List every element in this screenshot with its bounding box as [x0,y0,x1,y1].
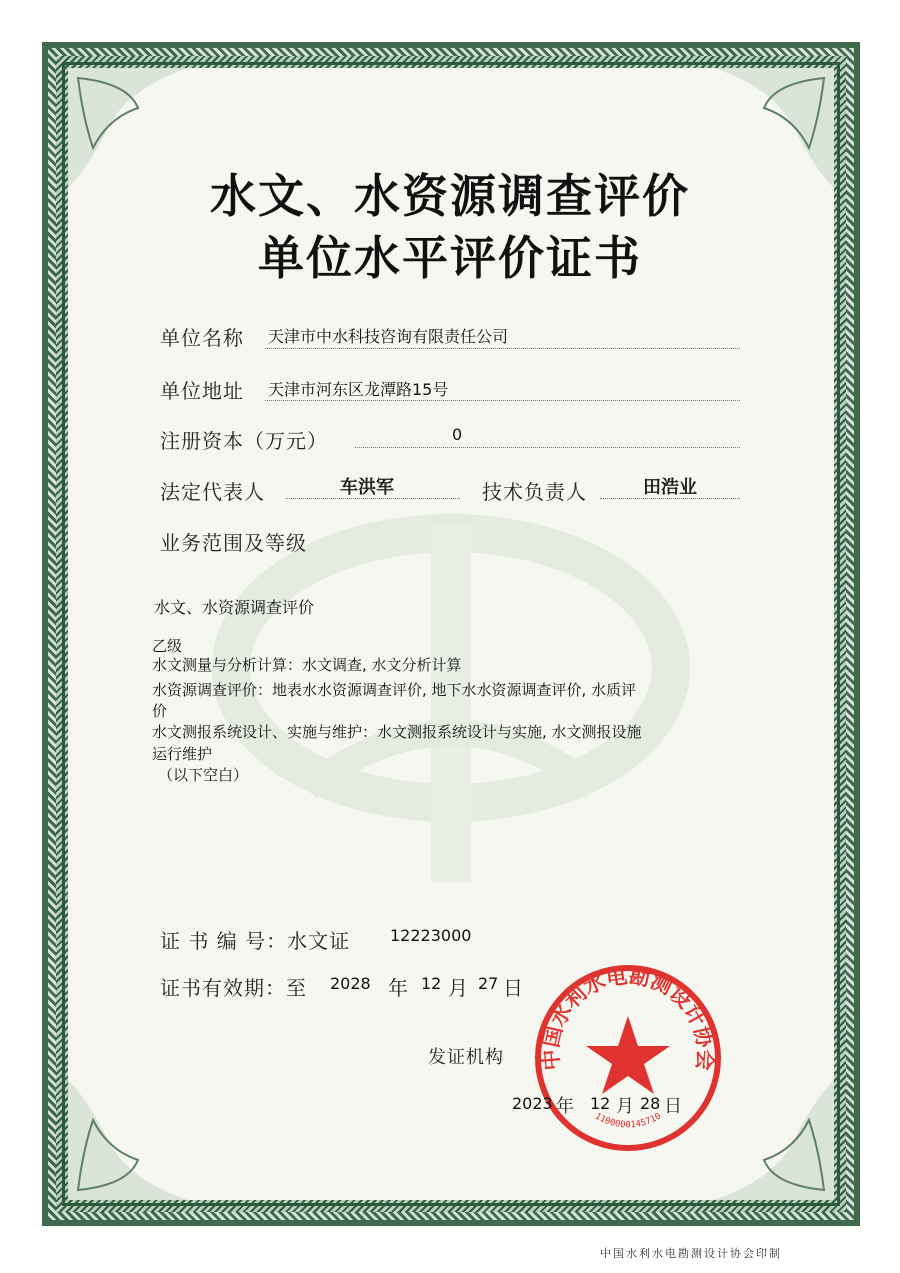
corner-ornament-bottom-left [68,1080,188,1200]
unit-name-label: 单位名称 [160,326,244,350]
certificate-title-line1: 水文、水资源调查评价 [210,169,690,223]
scope-line: （以下空白） [158,766,249,784]
issue-day: 28 [640,1094,661,1113]
capital-label: 注册资本（万元） [160,429,328,453]
cert-no-value: 12223000 [390,926,472,945]
validity-day: 27 [478,974,499,993]
scope-line: 水文测量与分析计算：水文调查, 水文分析计算 [152,656,462,674]
capital-underline [355,447,740,448]
corner-ornament-bottom-right [714,1080,834,1200]
official-seal [528,958,728,1158]
address-value: 天津市河东区龙潭路15号 [268,380,449,399]
legal-rep-underline [285,498,460,499]
validity-month: 12 [421,974,442,993]
scope-line: 运行维护 [152,745,213,763]
scope-label: 业务范围及等级 [160,531,307,555]
issue-month: 12 [590,1094,611,1113]
validity-month-char: 月 [448,976,469,1000]
validity-year-char: 年 [388,976,409,1000]
issue-day-char: 日 [664,1096,683,1117]
seal-number: 1100000145710 [592,1111,664,1131]
issue-month-char: 月 [616,1096,635,1117]
printer-footer: 中国水利水电勘测设计协会印制 [600,1247,782,1260]
issue-year-char: 年 [556,1096,575,1117]
validity-label: 证书有效期：至 [160,976,307,1000]
certificate-title-line2: 单位水平评价证书 [258,231,642,285]
validity-year: 2028 [330,974,371,993]
scope-line: 乙级 [152,637,183,655]
unit-name-value: 天津市中水科技咨询有限责任公司 [268,327,509,346]
scope-line: 价 [152,702,168,720]
tech-lead-underline [600,498,740,499]
legal-rep-value: 车洪军 [340,477,394,498]
issue-year: 2023 [512,1094,553,1113]
tech-lead-label: 技术负责人 [482,480,587,504]
legal-rep-label: 法定代表人 [160,480,265,504]
seal-star [586,1016,670,1094]
issuer-label: 发证机构 [428,1047,504,1068]
scope-line: 水文测报系统设计、实施与维护：水文测报系统设计与实施, 水文测报设施 [152,723,642,741]
validity-day-char: 日 [503,976,524,1000]
address-underline [265,400,740,401]
capital-value: 0 [452,425,463,444]
tech-lead-value: 田浩业 [643,477,697,498]
unit-name-underline [265,348,740,349]
address-label: 单位地址 [160,379,244,403]
scope-line: 水资源调查评价：地表水水资源调查评价, 地下水水资源调查评价, 水质评 [152,681,637,699]
seal-text: 中国水利水电勘测设计协会 [538,963,718,1072]
cert-no-label: 证 书 编 号：水文证 [160,929,351,953]
scope-heading: 水文、水资源调查评价 [154,598,315,617]
